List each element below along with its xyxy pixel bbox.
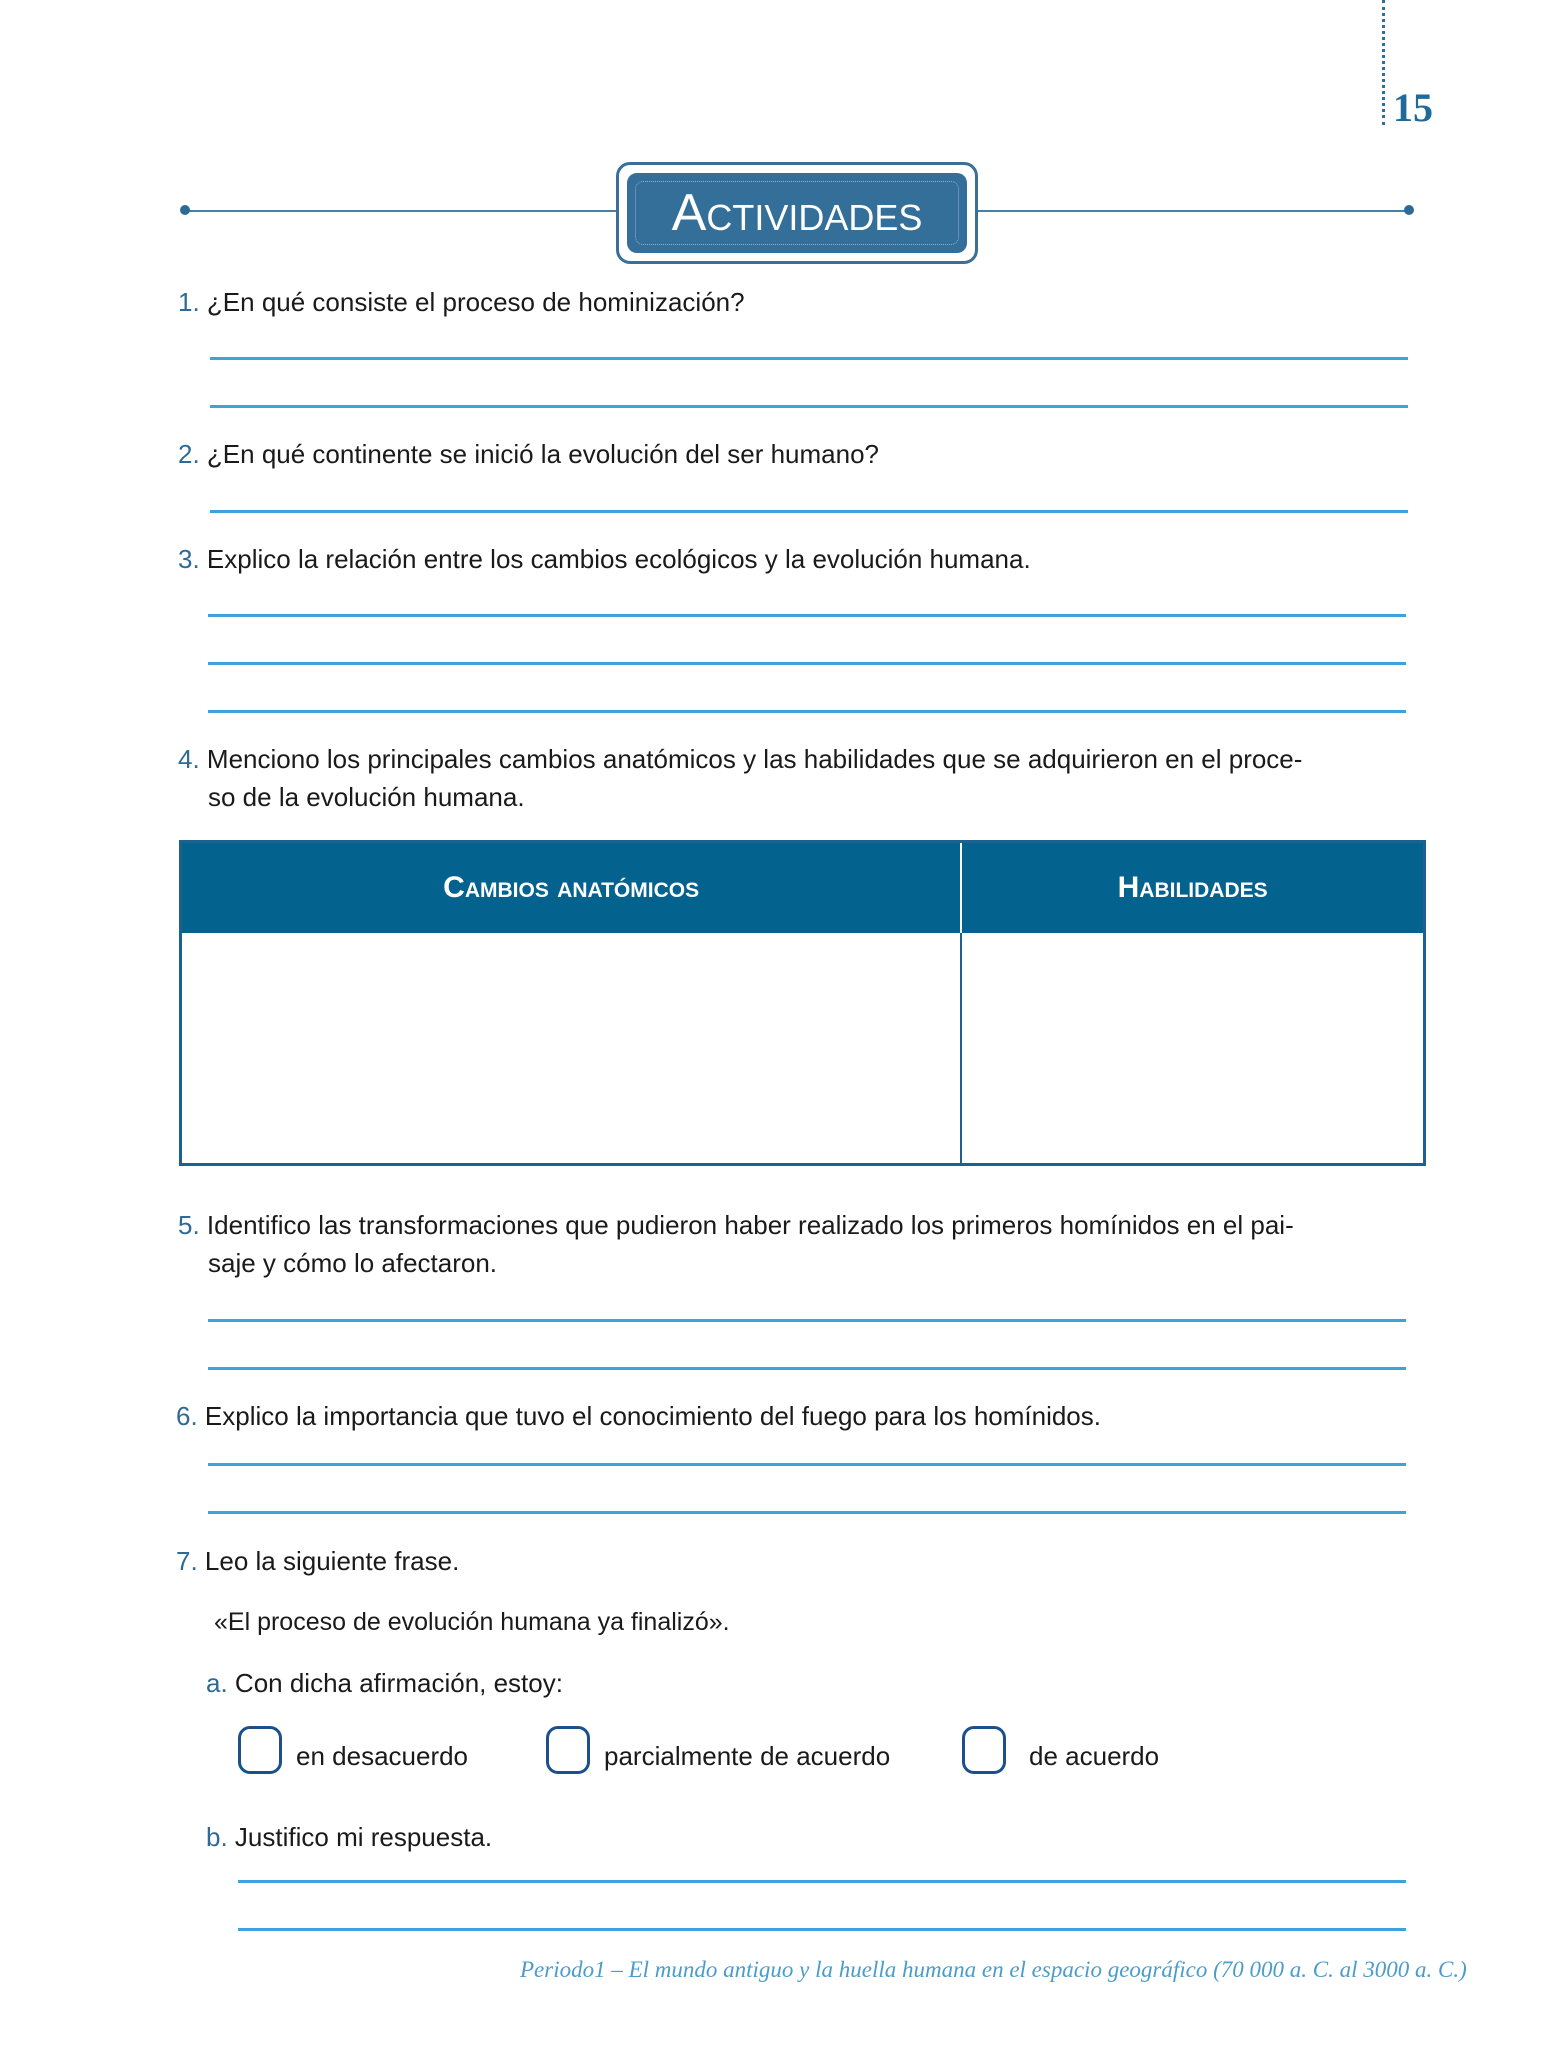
answer-line[interactable] xyxy=(208,1463,1406,1466)
question-7b: b. Justifico mi respuesta. xyxy=(206,1822,493,1852)
checkbox-parcialmente-de-acuerdo[interactable] xyxy=(546,1726,590,1774)
answer-line[interactable] xyxy=(238,1880,1406,1883)
col-header-cambios: Cambios anatómicos xyxy=(181,842,962,934)
answer-cell-cambios[interactable] xyxy=(181,933,962,1165)
page-footer: Periodo1 – El mundo antiguo y la huella humana en el espacio geográfico (70 000 a. C. al 3000 a. C.) xyxy=(520,1957,1467,1982)
answer-cell-habilidades[interactable] xyxy=(961,933,1424,1165)
margin-dotted-rule xyxy=(1382,0,1385,125)
cambios-habilidades-table xyxy=(179,840,1426,1166)
col-header-habilidades: Habilidades xyxy=(961,842,1424,934)
answer-line[interactable] xyxy=(210,510,1408,513)
answer-line[interactable] xyxy=(208,1367,1406,1370)
question-6: 6. Explico la importancia que tuvo el conocimiento del fuego para los homínidos. xyxy=(176,1401,1101,1431)
answer-line[interactable] xyxy=(208,614,1406,617)
question-4: 4. Menciono los principales cambios anatómicos y las habilidades que se adquirieron en el proce- so de la evolución humana. xyxy=(178,744,1303,812)
answer-line[interactable] xyxy=(210,357,1408,360)
section-title: Actividades xyxy=(671,184,923,242)
question-2: 2. ¿En qué continente se inició la evolución del ser humano? xyxy=(178,439,880,469)
question-5: 5. Identifico las transformaciones que pudieron haber realizado los primeros homínidos en el pai- saje y cómo lo afectaron. xyxy=(178,1210,1294,1278)
answer-line[interactable] xyxy=(208,710,1406,713)
checkbox-de-acuerdo[interactable] xyxy=(962,1726,1006,1774)
option-label: parcialmente de acuerdo xyxy=(604,1741,891,1771)
section-title-badge xyxy=(616,162,978,264)
answer-line[interactable] xyxy=(210,405,1408,408)
title-rule-left xyxy=(184,210,624,212)
answer-line[interactable] xyxy=(208,662,1406,665)
question-3: 3. Explico la relación entre los cambios ecológicos y la evolución humana. xyxy=(178,544,1031,574)
rule-dot-right-icon xyxy=(1404,205,1414,215)
answer-line[interactable] xyxy=(208,1319,1406,1322)
question-7: 7. Leo la siguiente frase. xyxy=(176,1546,460,1576)
option-label: de acuerdo xyxy=(1029,1741,1160,1771)
question-1: 1. ¿En qué consiste el proceso de hominización? xyxy=(178,287,745,317)
option-label: en desacuerdo xyxy=(296,1741,469,1771)
page-number: 15 xyxy=(1393,85,1433,130)
answer-line[interactable] xyxy=(238,1928,1406,1931)
question-7a: a. Con dicha afirmación, estoy: xyxy=(206,1668,563,1698)
title-rule-right xyxy=(972,210,1408,212)
answer-line[interactable] xyxy=(208,1511,1406,1514)
checkbox-en-desacuerdo[interactable] xyxy=(238,1726,282,1774)
rule-dot-left-icon xyxy=(180,205,190,215)
quote-text: «El proceso de evolución humana ya finalizó». xyxy=(214,1608,730,1636)
